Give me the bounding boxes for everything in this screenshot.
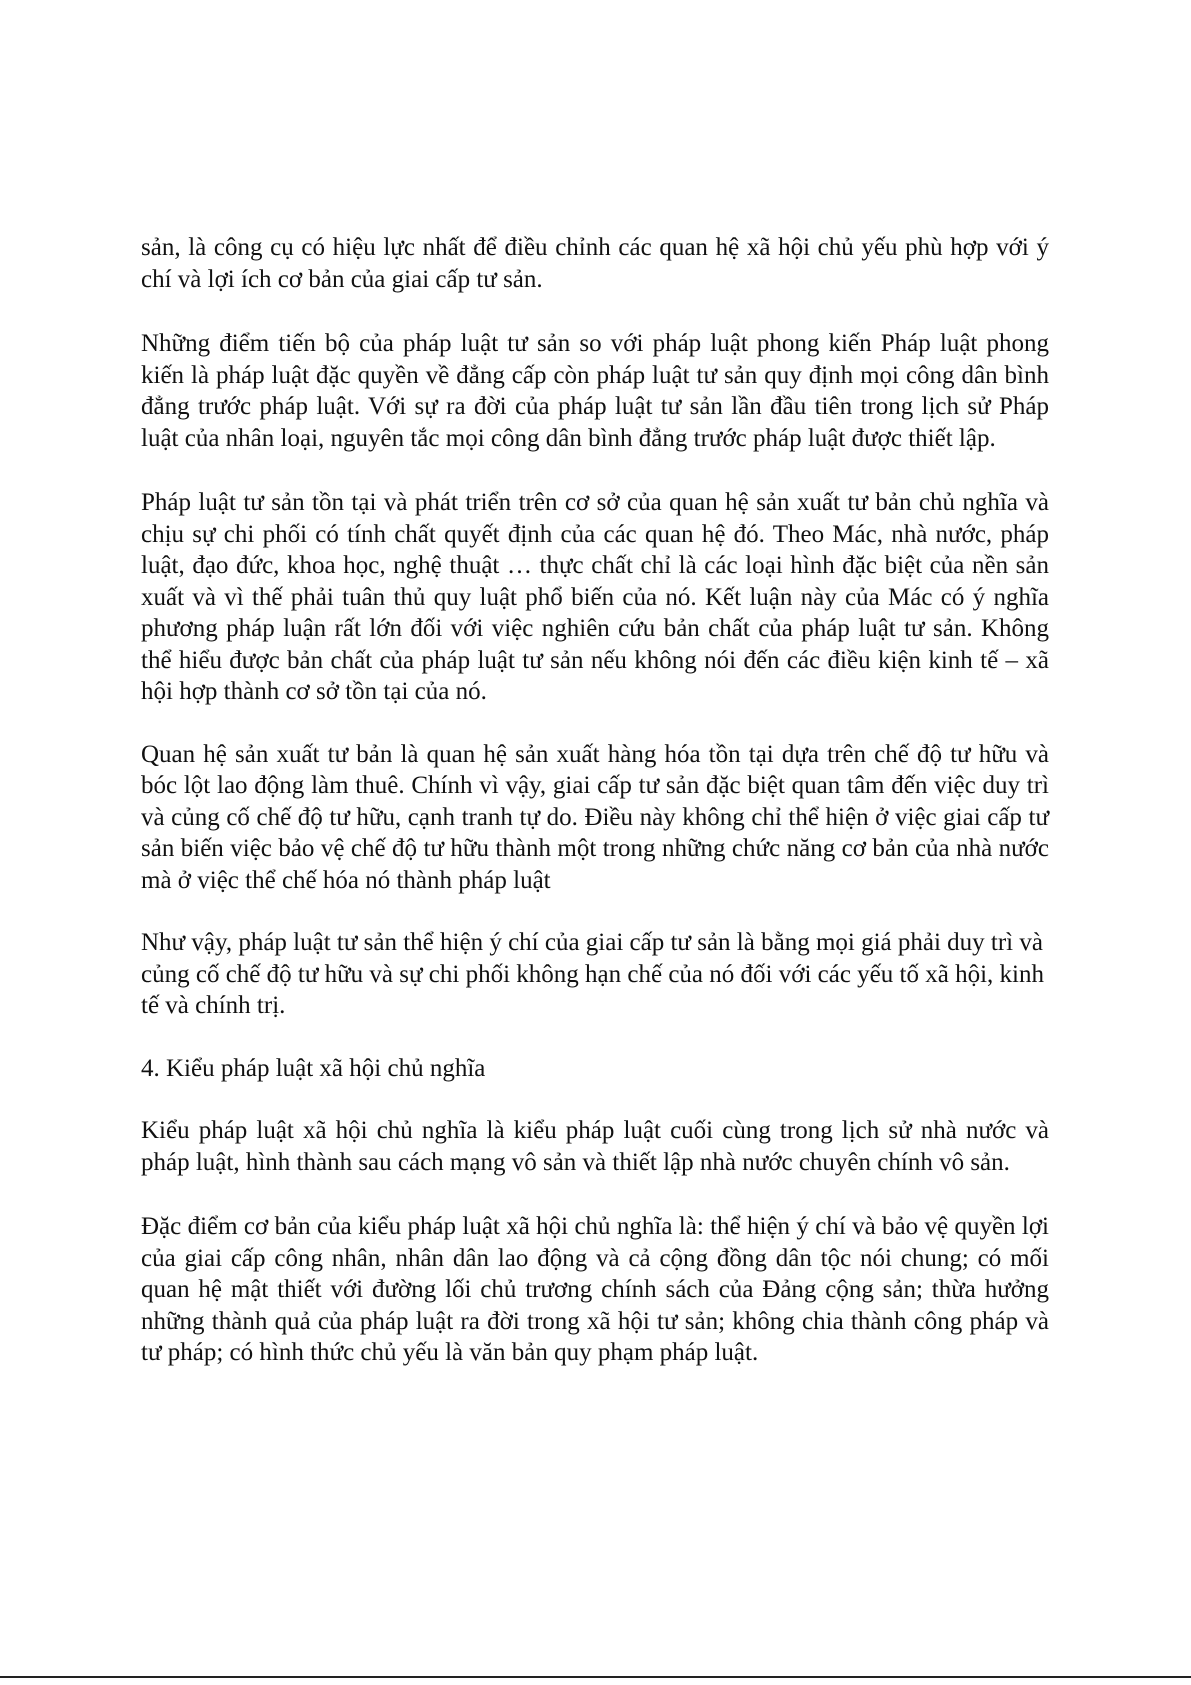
section-heading: 4. Kiểu pháp luật xã hội chủ nghĩa (141, 1054, 486, 1082)
paragraph-3: Pháp luật tư sản tồn tại và phát triển trên cơ sở của quan hệ sản xuất tư bản chủ nghĩa và chịu sự chi phối có tính chất quyết định của các quan hệ đó. Theo Mác, nhà nước, pháp luật, đạo đức, khoa học, nghệ thuật … thực chất chỉ là các loại hình đặc biệt của nền sản xuất và vì thế phải tuân thủ quy luật phổ biến của nó. Kết luận này của Mác có ý nghĩa phương pháp luận rất lớn đối với việc nghiên cứu bản chất của pháp luật tư sản. Không thể hiểu được bản chất của pháp luật tư sản nếu không nói đến các điều kiện kinh tế – xã hội hợp thành cơ sở tồn tại của nó. (141, 489, 1049, 705)
section-paragraph-2: Đặc điểm cơ bản của kiểu pháp luật xã hội chủ nghĩa là: thể hiện ý chí và bảo vệ quyền lợi của giai cấp công nhân, nhân dân lao động và cả cộng đồng dân tộc nói chung; có mối quan hệ mật thiết với đường lối chủ trương chính sách của Đảng cộng sản; thừa hưởng những thành quả của pháp luật ra đời trong xã hội tư sản; không chia thành công pháp và tư pháp; có hình thức chủ yếu là văn bản quy phạm pháp luật. (141, 1213, 1049, 1366)
paragraph-5: Như vậy, pháp luật tư sản thể hiện ý chí của giai cấp tư sản là bằng mọi giá phải duy trì và củng cố chế độ tư hữu và sự chi phối không hạn chế của nó đối với các yếu tố xã hội, kinh tế và chính trị. (141, 929, 1044, 1019)
paragraph-2: Những điểm tiến bộ của pháp luật tư sản so với pháp luật phong kiến Pháp luật phong kiến là pháp luật đặc quyền về đẳng cấp còn pháp luật tư sản quy định mọi công dân bình đẳng trước pháp luật. Với sự ra đời của pháp luật tư sản lần đầu tiên trong lịch sử Pháp luật của nhân loại, nguyên tắc mọi công dân bình đẳng trước pháp luật được thiết lập. (141, 330, 1049, 452)
paragraph-1: sản, là công cụ có hiệu lực nhất để điều chỉnh các quan hệ xã hội chủ yếu phù hợp với ý chí và lợi ích cơ bản của giai cấp tư sản. (141, 234, 1049, 293)
page-bottom-rule (0, 1676, 1191, 1678)
paragraph-4: Quan hệ sản xuất tư bản là quan hệ sản xuất hàng hóa tồn tại dựa trên chế độ tư hữu và bóc lột lao động làm thuê. Chính vì vậy, giai cấp tư sản đặc biệt quan tâm đến việc duy trì và củng cố chế độ tư hữu, cạnh tranh tự do. Điều này không chỉ thể hiện ở việc giai cấp tư sản biến việc bảo vệ chế độ tư hữu thành một trong những chức năng cơ bản của nhà nước mà ở việc thể chế hóa nó thành pháp luật (141, 740, 1049, 894)
document-body (141, 232, 1049, 1402)
section-paragraph-1: Kiểu pháp luật xã hội chủ nghĩa là kiểu pháp luật cuối cùng trong lịch sử nhà nước và pháp luật, hình thành sau cách mạng vô sản và thiết lập nhà nước chuyên chính vô sản. (141, 1117, 1049, 1176)
